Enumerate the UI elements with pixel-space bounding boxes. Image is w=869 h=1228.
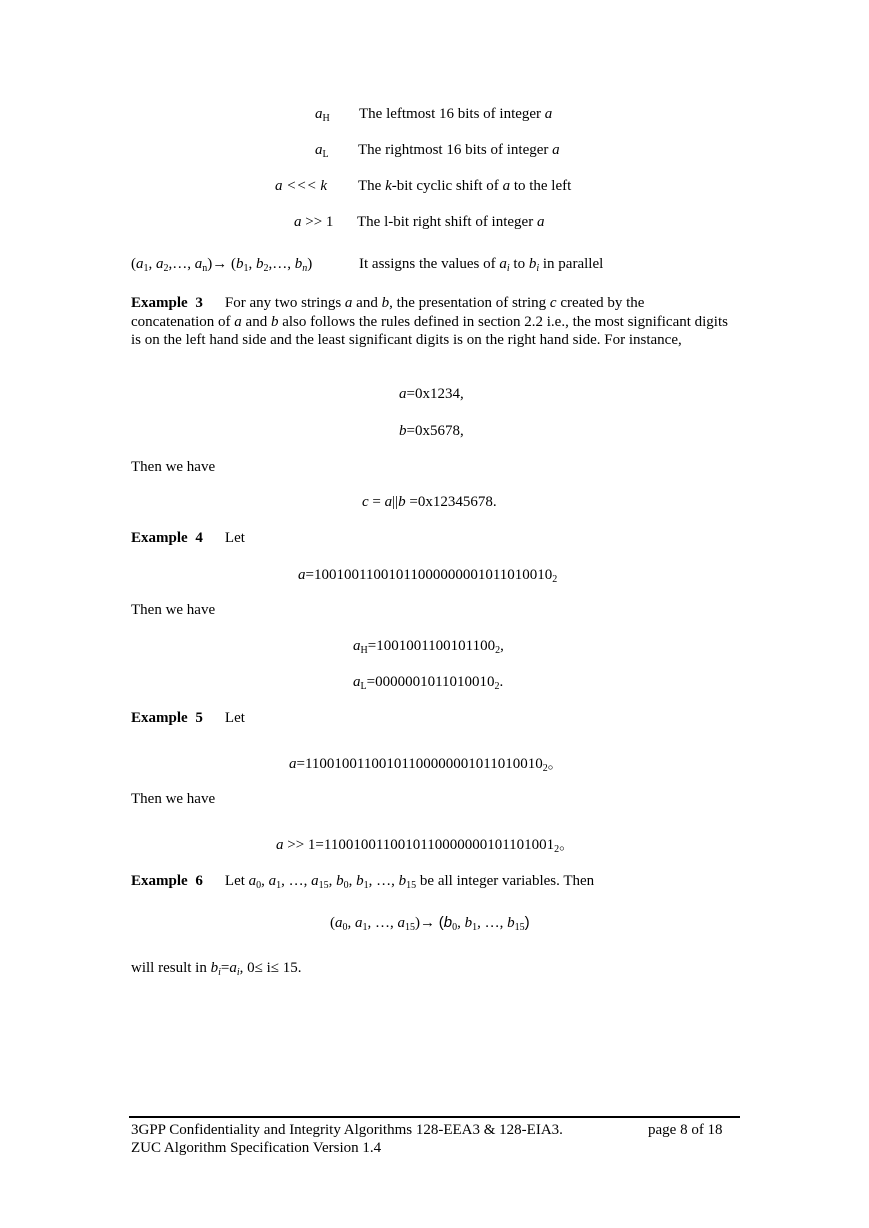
example6-label: Example 6 (131, 873, 203, 889)
example3-paragraph: Example 3 For any two strings a and b, the presentation of string c created by the concatenation of a and b also follows the rules defined in section 2.2 i.e., the most significant digits is on the left hand side and the least significant digits is on the right hand side. For instance, (131, 295, 728, 348)
notation-aL-description: The rightmost 16 bits of integer a (358, 142, 560, 158)
footer-title-line2: ZUC Algorithm Specification Version 1.4 (131, 1140, 382, 1156)
notation-right-shift-symbol: a >> 1 (294, 214, 334, 230)
notation-cyclic-shift-description: The k-bit cyclic shift of a to the left (358, 178, 572, 194)
notation-right-shift-description: The l-bit right shift of integer a (357, 214, 545, 230)
footer-title-line1: 3GPP Confidentiality and Integrity Algorithms 128-EEA3 & 128-EIA3. (131, 1122, 563, 1138)
example5-equation: $a=11001001100101100000001011010010_2$。 (289, 756, 563, 774)
example4-equation: $a=10010011001011000000001011010010_2$ (298, 567, 558, 585)
notation-aH-symbol: $a_H$ (315, 106, 330, 124)
notation-parallel-assign-symbol: ($a_1$, $a_2,\dots$, $a_n)\to (b_1$, $b_2,\dots$, $b_n$) (131, 256, 313, 274)
example4-label: Example 4 (131, 530, 203, 546)
example3-then: Then we have (131, 459, 216, 475)
example3-label: Example 3 (131, 295, 203, 311)
footer-page-number: page 8 of 18 (648, 1122, 723, 1138)
example3-equation-a: a=0x1234, (399, 386, 464, 402)
notation-parallel-assign-description: It assigns the values of $a_i$ to $b_i$ in parallel (359, 256, 604, 274)
example4-then: Then we have (131, 602, 216, 618)
example5-heading: Example 5 Let (131, 710, 245, 726)
notation-aH-description: The leftmost 16 bits of integer a (359, 106, 553, 122)
example3-equation-b: b=0x5678, (399, 423, 464, 439)
notation-aL-symbol: $a_L$ (315, 142, 329, 160)
example6-result: will result in $b_i=a_i$, 0≤ i≤ 15. (131, 960, 302, 978)
footer-rule (129, 1116, 740, 1118)
example6-heading: Example 6 Let $a_0$, $a_1$, …, $a_{15}$, $b_0$, $b_1$, …, $b_{15}$ be all integer variables. Then (131, 873, 595, 891)
example5-label: Example 5 (131, 710, 203, 726)
example3-equation-c: c = a||b =0x12345678. (362, 494, 497, 510)
example4-heading: Example 4 Let (131, 530, 245, 546)
example6-assignment: ($a_0$, $a_1$, …, $a_{15})\to (b_0$, $b_1$, …, $b_{15}$) (330, 914, 530, 933)
example4-equation-aL: $a_L=0000001011010010_2$. (353, 674, 504, 692)
example5-then: Then we have (131, 791, 216, 807)
notation-cyclic-shift-symbol: a <<< k (275, 178, 328, 194)
example4-equation-aH: $a_H=1001001100101100_2$, (353, 638, 504, 656)
example5-result: $a >> 1=1100100110010110000000101101001_2$。 (276, 837, 575, 855)
